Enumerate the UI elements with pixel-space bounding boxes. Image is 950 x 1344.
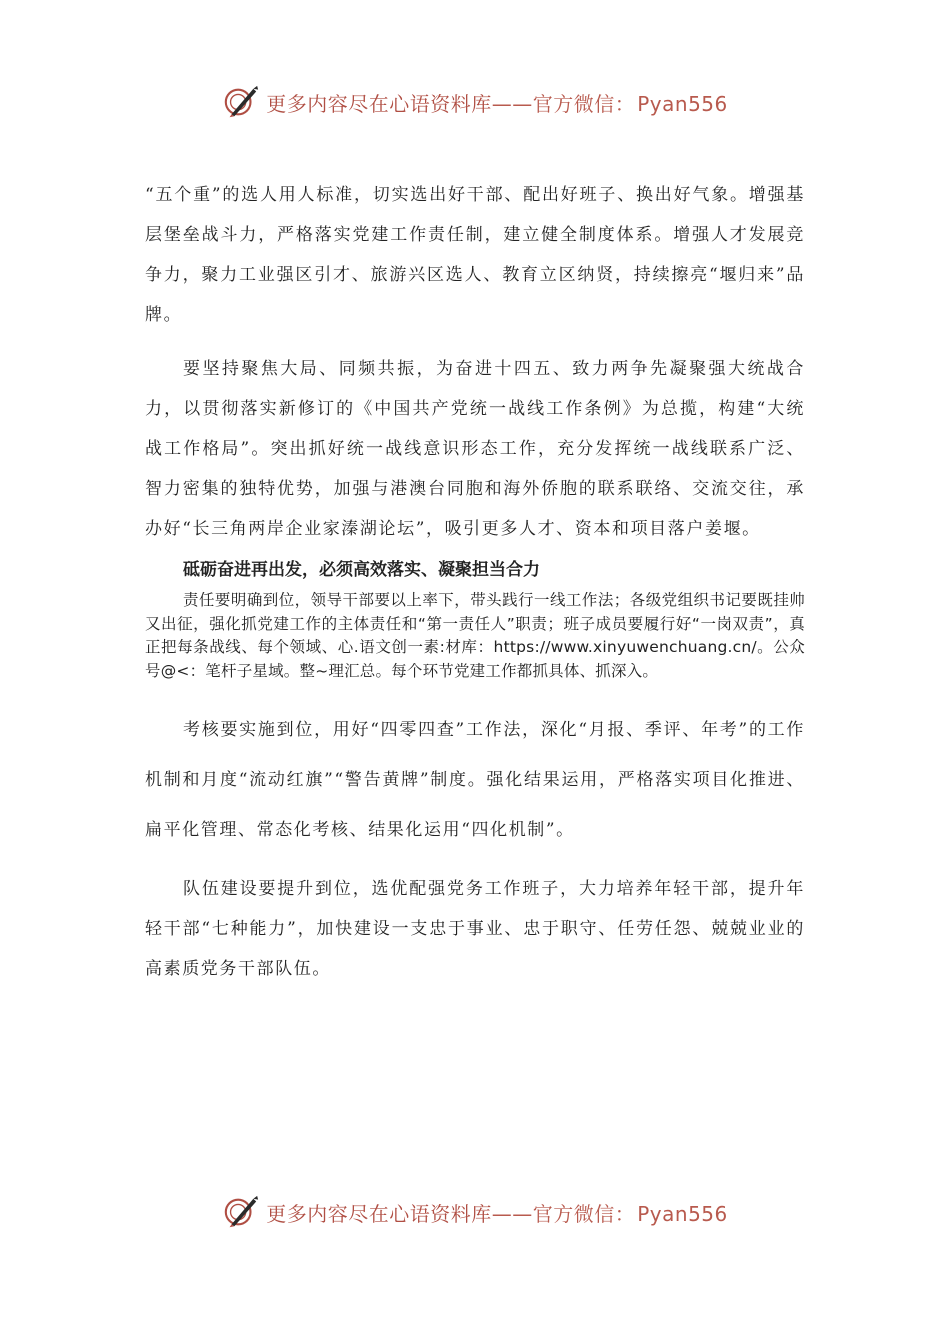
header-site-name: 更多内容尽在心语资料库 [266, 91, 492, 116]
paragraph-1: “五个重”的选人用人标准，切实选出好干部、配出好班子、换出好气象。增强基层堡垒战斗力，严格落实党建工作责任制，建立健全制度体系。增强人才发展竞争力，聚力工业强区引才、旅游兴区选人、教育立区纳贤，持续擦亮“堰归来”品牌。 [145, 185, 805, 325]
pen-logo-icon [222, 1193, 260, 1231]
paragraph-2: 要坚持聚焦大局、同频共振，为奋进十四五、致力两争先凝聚强大统战合力，以贯彻落实新修订的《中国共产党统一战线工作条例》为总揽，构建“大统战工作格局”。突出抓好统一战线意识形态工作，充分发挥统一战线联系广泛、智力密集的独特优势，加强与港澳台同胞和海外侨胞的联系联络、交流交往，承办好“长三角两岸企业家溱湖论坛”，吸引更多人才、资本和项目落户姜堰。 [145, 359, 805, 539]
paragraph-3: 责任要明确到位，领导干部要以上率下，带头践行一线工作法；各级党组织书记要既挂帅又出征，强化抓党建工作的主体责任和“第一责任人”职责；班子成员要履行好“一岗双责”，真正把每条战线、每个领域、心.语文创一素:材库：https://www.xinyuwenchuang.cn/。公众号@<：笔杆子星域。整~理汇总。每个环节党建工作都抓具体、抓深入。 [145, 591, 805, 680]
header-banner [0, 82, 950, 122]
footer-wechat-id: Pyan556 [637, 1201, 728, 1226]
paragraph-5: 队伍建设要提升到位，选优配强党务工作班子，大力培养年轻干部，提升年轻干部“七种能力”，加快建设一支忠于事业、忠于职守、任劳任怨、兢兢业业的高素质党务干部队伍。 [145, 879, 805, 979]
header-text [266, 88, 728, 117]
document-body [145, 175, 805, 1003]
footer-site-name: 更多内容尽在心语资料库 [266, 1201, 492, 1226]
footer-wechat-label: 官方微信： [532, 1201, 636, 1226]
footer-banner [0, 1192, 950, 1232]
footer-text [266, 1198, 728, 1227]
header-wechat-id: Pyan556 [637, 91, 728, 116]
footer-dash: —— [491, 1201, 533, 1226]
header-dash: —— [491, 91, 533, 116]
pen-logo-icon [222, 83, 260, 121]
header-wechat-label: 官方微信： [532, 91, 636, 116]
paragraph-4: 考核要实施到位，用好“四零四查”工作法，深化“月报、季评、年考”的工作机制和月度“流动红旗”“警告黄牌”制度。强化结果运用，严格落实项目化推进、扁平化管理、常态化考核、结果化运用“四化机制”。 [145, 720, 805, 840]
section-heading: 砥砺奋进再出发，必须高效落实、凝聚担当合力 [183, 560, 540, 580]
